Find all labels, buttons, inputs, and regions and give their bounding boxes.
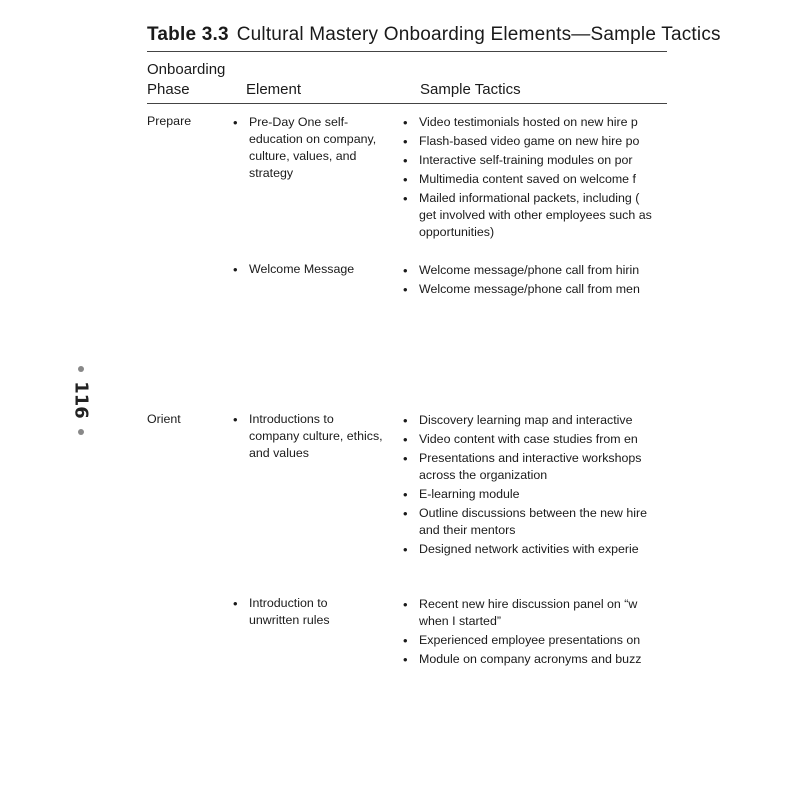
- list-item: • Video testimonials hosted on new hire p: [403, 114, 803, 131]
- list-item: • E-learning module: [403, 486, 803, 503]
- tactics-cell: [403, 262, 803, 300]
- phase-cell: Orient: [147, 412, 181, 426]
- list-item: • Video content with case studies from en: [403, 431, 803, 448]
- column-header-phase: Onboarding Phase: [147, 61, 226, 98]
- list-item: • Module on company acronyms and buzz: [403, 651, 803, 668]
- element-cell: [233, 411, 393, 464]
- list-item: • Mailed informational packets, including ( get involved with other employees such as opportunities): [403, 190, 803, 241]
- list-item: • Experienced employee presentations on: [403, 632, 803, 649]
- element-cell: [233, 595, 393, 631]
- header-bottom-rule: [147, 103, 667, 104]
- list-item: • Welcome Message: [233, 261, 393, 278]
- list-item: • Welcome message/phone call from hirin: [403, 262, 803, 279]
- dot-ornament-icon: [78, 366, 84, 372]
- table-label: Table 3.3: [147, 24, 229, 45]
- list-item: • Recent new hire discussion panel on “w when I started”: [403, 596, 803, 630]
- list-item: • Interactive self-training modules on por: [403, 152, 803, 169]
- page-number-marker: [58, 362, 102, 442]
- table-title: [147, 24, 721, 46]
- list-item: • Designed network activities with experie: [403, 541, 803, 558]
- element-cell: [233, 114, 393, 184]
- list-item: • Introduction to unwritten rules: [233, 595, 393, 629]
- list-item: • Flash-based video game on new hire po: [403, 133, 803, 150]
- phase-cell: Prepare: [147, 114, 192, 128]
- list-item: • Outline discussions between the new hire and their mentors: [403, 505, 803, 539]
- table-caption: Cultural Mastery Onboarding Elements—Sample Tactics: [236, 24, 721, 45]
- element-cell: [233, 261, 393, 280]
- list-item: • Welcome message/phone call from men: [403, 281, 803, 298]
- page-number: 116: [70, 381, 92, 419]
- tactics-cell: [403, 114, 803, 243]
- header-top-rule: [147, 51, 667, 52]
- column-header-tactics: Sample Tactics: [420, 81, 521, 98]
- list-item: • Multimedia content saved on welcome f: [403, 171, 803, 188]
- column-header-element: Element: [246, 81, 302, 98]
- list-item: • Pre-Day One self- education on company, culture, values, and strategy: [233, 114, 393, 182]
- tactics-cell: [403, 596, 803, 670]
- list-item: • Presentations and interactive workshops across the organization: [403, 450, 803, 484]
- list-item: • Discovery learning map and interactive: [403, 412, 803, 429]
- tactics-cell: [403, 412, 803, 560]
- list-item: • Introductions to company culture, ethics, and values: [233, 411, 393, 462]
- dot-ornament-icon: [78, 429, 84, 435]
